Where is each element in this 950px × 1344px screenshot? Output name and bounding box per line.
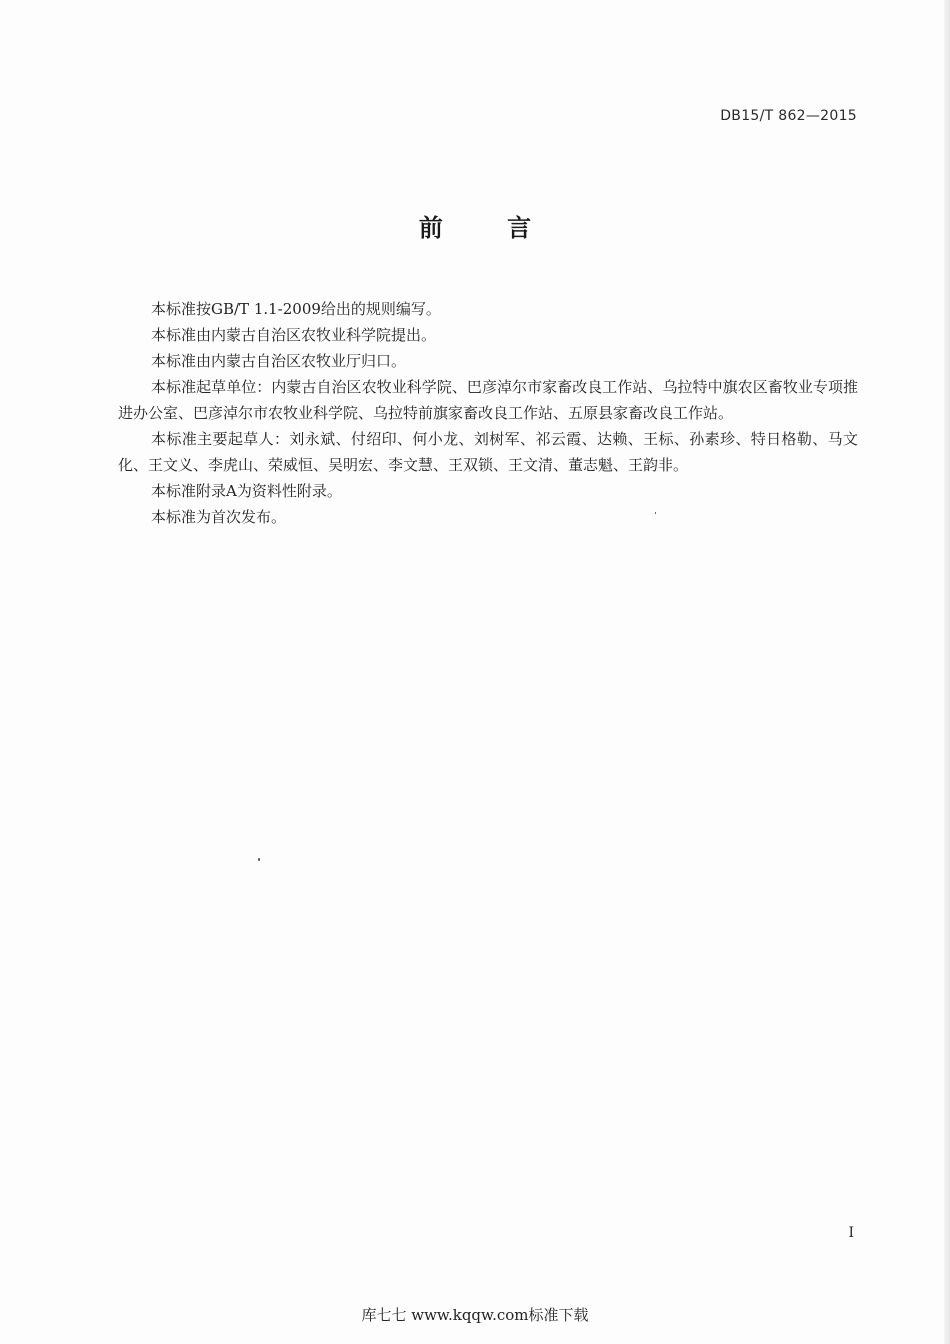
page-number: I (848, 1225, 854, 1241)
scan-speck (258, 858, 260, 861)
paragraph-drafting-rules: 本标准按GB/T 1.1-2009给出的规则编写。 (151, 300, 441, 318)
paragraph-appendix-note: 本标准附录A为资料性附录。 (151, 482, 342, 500)
document-code: DB15/T 862—2015 (720, 108, 857, 124)
page-title: 前 言 (418, 214, 560, 242)
paragraph-under-jurisdiction: 本标准由内蒙古自治区农牧业厅归口。 (151, 352, 407, 370)
paragraph-first-release: 本标准为首次发布。 (151, 508, 287, 526)
foreword-body (118, 296, 858, 530)
scan-edge (944, 0, 950, 1344)
paragraph-main-drafters: 本标准主要起草人：刘永斌、付绍印、何小龙、刘树军、祁云霞、达赖、王标、孙素珍、特日格勒、马文化、王文义、李虎山、荣威恒、吴明宏、李文慧、王双锁、王文清、董志魁、王韵非。 (118, 430, 858, 474)
scan-speck (655, 512, 656, 514)
watermark-text: 库七七 www.kqqw.com标准下载 (361, 1306, 589, 1324)
paragraph-proposed-by: 本标准由内蒙古自治区农牧业科学院提出。 (151, 326, 437, 344)
paragraph-drafting-units: 本标准起草单位：内蒙古自治区农牧业科学院、巴彦淖尔市家畜改良工作站、乌拉特中旗农区畜牧业专项推进办公室、巴彦淖尔市农牧业科学院、乌拉特前旗家畜改良工作站、五原县家畜改良工作站。 (118, 378, 858, 422)
